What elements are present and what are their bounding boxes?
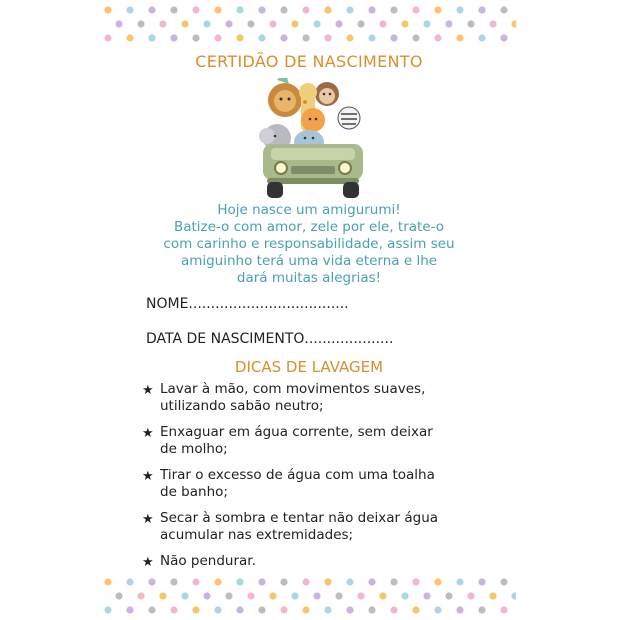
tip-line: acumular nas extremidades; (160, 527, 354, 543)
decorative-dot (280, 34, 287, 41)
decorative-dot (280, 6, 287, 13)
decorative-dot (434, 606, 441, 613)
decorative-dot (412, 606, 419, 613)
intro-line: com carinho e responsabilidade, assim seu (163, 236, 455, 252)
decorative-dot (236, 34, 243, 41)
decorative-dot (500, 34, 507, 41)
tip-line: Lavar à mão, com movimentos suaves, (160, 381, 426, 397)
birth-date-label: DATA DE NASCIMENTO (146, 331, 305, 347)
decorative-dot (511, 20, 516, 27)
decorative-dot (214, 606, 221, 613)
decorative-dot (302, 606, 309, 613)
name-label: NOME (146, 296, 189, 312)
decorative-dot (214, 6, 221, 13)
decorative-dot (258, 578, 265, 585)
decorative-dot (236, 6, 243, 13)
decorative-dot (203, 20, 210, 27)
decorative-dot (500, 6, 507, 13)
intro-line: dará muitas alegrias! (236, 270, 382, 286)
decorative-dot (170, 6, 177, 13)
decorative-dot (456, 34, 463, 41)
decorative-dot (379, 20, 386, 27)
top-dot-border (102, 0, 516, 46)
decorative-dot (412, 34, 419, 41)
decorative-dot (247, 20, 254, 27)
decorative-dot (489, 592, 496, 599)
decorative-dot (159, 20, 166, 27)
birth-date-fill-line: .................... (304, 331, 394, 347)
decorative-dot (104, 34, 111, 41)
safari-animals-jeep-illustration (257, 78, 369, 202)
birth-date-field[interactable] (146, 331, 393, 347)
decorative-dot (181, 592, 188, 599)
decorative-dot (500, 606, 507, 613)
decorative-dot (126, 606, 133, 613)
decorative-dot (456, 578, 463, 585)
decorative-dot (291, 20, 298, 27)
decorative-dot (170, 606, 177, 613)
decorative-dot (434, 34, 441, 41)
decorative-dot (346, 578, 353, 585)
decorative-dot (368, 578, 375, 585)
decorative-dot (390, 578, 397, 585)
list-item (142, 467, 502, 501)
decorative-dot (258, 606, 265, 613)
decorative-dot (478, 606, 485, 613)
decorative-dot (412, 578, 419, 585)
decorative-dot (126, 34, 133, 41)
decorative-dot (214, 578, 221, 585)
decorative-dot (192, 578, 199, 585)
decorative-dot (148, 606, 155, 613)
decorative-dot (126, 578, 133, 585)
decorative-dot (346, 6, 353, 13)
decorative-dot (467, 592, 474, 599)
decorative-dot (335, 592, 342, 599)
star-icon: ★ (142, 426, 154, 441)
decorative-dot (478, 6, 485, 13)
washing-tips-heading: DICAS DE LAVAGEM (234, 358, 384, 376)
decorative-dot (511, 592, 516, 599)
decorative-dot (258, 34, 265, 41)
decorative-dot (280, 578, 287, 585)
decorative-dot (401, 592, 408, 599)
decorative-dot (434, 6, 441, 13)
decorative-dot (423, 592, 430, 599)
birth-certificate-card (102, 0, 516, 620)
decorative-dot (456, 606, 463, 613)
decorative-dot (390, 606, 397, 613)
decorative-dot (137, 592, 144, 599)
decorative-dot (324, 578, 331, 585)
decorative-dot (280, 606, 287, 613)
decorative-dot (115, 592, 122, 599)
decorative-dot (357, 20, 364, 27)
decorative-dot (159, 592, 166, 599)
intro-line: Hoje nasce um amigurumi! (217, 202, 401, 218)
decorative-dot (192, 606, 199, 613)
decorative-dot (236, 578, 243, 585)
tip-line: Enxaguar em água corrente, sem deixar (160, 424, 433, 440)
decorative-dot (390, 6, 397, 13)
decorative-dot (302, 6, 309, 13)
decorative-dot (478, 34, 485, 41)
tip-line: de molho; (160, 441, 228, 457)
decorative-dot (291, 592, 298, 599)
decorative-dot (379, 592, 386, 599)
decorative-dot (445, 20, 452, 27)
decorative-dot (214, 34, 221, 41)
decorative-dot (269, 592, 276, 599)
decorative-dot (104, 6, 111, 13)
decorative-dot (346, 606, 353, 613)
decorative-dot (368, 34, 375, 41)
decorative-dot (148, 578, 155, 585)
decorative-dot (258, 6, 265, 13)
tip-line: de banho; (160, 484, 228, 500)
intro-line: amiguinho terá uma vida eterna e lhe (180, 253, 438, 269)
decorative-dot (346, 34, 353, 41)
decorative-dot (412, 6, 419, 13)
star-icon: ★ (142, 469, 154, 484)
intro-line: Batize-o com amor, zele por ele, trate-o (173, 219, 445, 235)
decorative-dot (247, 592, 254, 599)
washing-tips-list (142, 381, 502, 579)
decorative-dot (423, 20, 430, 27)
bottom-dot-border (102, 574, 516, 620)
decorative-dot (302, 34, 309, 41)
certificate-title: CERTIDÃO DE NASCIMENTO (195, 52, 423, 71)
decorative-dot (434, 578, 441, 585)
decorative-dot (302, 578, 309, 585)
intro-text (122, 202, 496, 287)
decorative-dot (170, 34, 177, 41)
decorative-dot (104, 578, 111, 585)
decorative-dot (313, 20, 320, 27)
decorative-dot (236, 606, 243, 613)
decorative-dot (115, 20, 122, 27)
tip-line: Não pendurar. (160, 553, 256, 569)
list-item (142, 553, 502, 570)
list-item (142, 510, 502, 544)
decorative-dot (368, 606, 375, 613)
decorative-dot (148, 34, 155, 41)
decorative-dot (104, 606, 111, 613)
decorative-dot (269, 20, 276, 27)
decorative-dot (137, 20, 144, 27)
star-icon: ★ (142, 383, 154, 398)
name-fill-line: .................................... (188, 296, 349, 312)
decorative-dot (324, 606, 331, 613)
decorative-dot (313, 592, 320, 599)
tip-line: Tirar o excesso de água com uma toalha (160, 467, 435, 483)
decorative-dot (401, 20, 408, 27)
decorative-dot (192, 34, 199, 41)
decorative-dot (456, 6, 463, 13)
tip-line: Secar à sombra e tentar não deixar água (160, 510, 439, 526)
decorative-dot (225, 592, 232, 599)
decorative-dot (203, 592, 210, 599)
decorative-dot (324, 34, 331, 41)
decorative-dot (467, 20, 474, 27)
list-item (142, 424, 502, 458)
decorative-dot (489, 20, 496, 27)
decorative-dot (335, 20, 342, 27)
decorative-dot (324, 6, 331, 13)
decorative-dot (500, 578, 507, 585)
decorative-dot (390, 34, 397, 41)
decorative-dot (192, 6, 199, 13)
list-item (142, 381, 502, 415)
decorative-dot (478, 578, 485, 585)
decorative-dot (368, 6, 375, 13)
decorative-dot (148, 6, 155, 13)
decorative-dot (445, 592, 452, 599)
star-icon: ★ (142, 555, 154, 570)
tip-line: utilizando sabão neutro; (160, 398, 324, 414)
decorative-dot (181, 20, 188, 27)
name-field[interactable] (146, 296, 349, 312)
decorative-dot (225, 20, 232, 27)
star-icon: ★ (142, 512, 154, 527)
decorative-dot (126, 6, 133, 13)
decorative-dot (357, 592, 364, 599)
decorative-dot (170, 578, 177, 585)
